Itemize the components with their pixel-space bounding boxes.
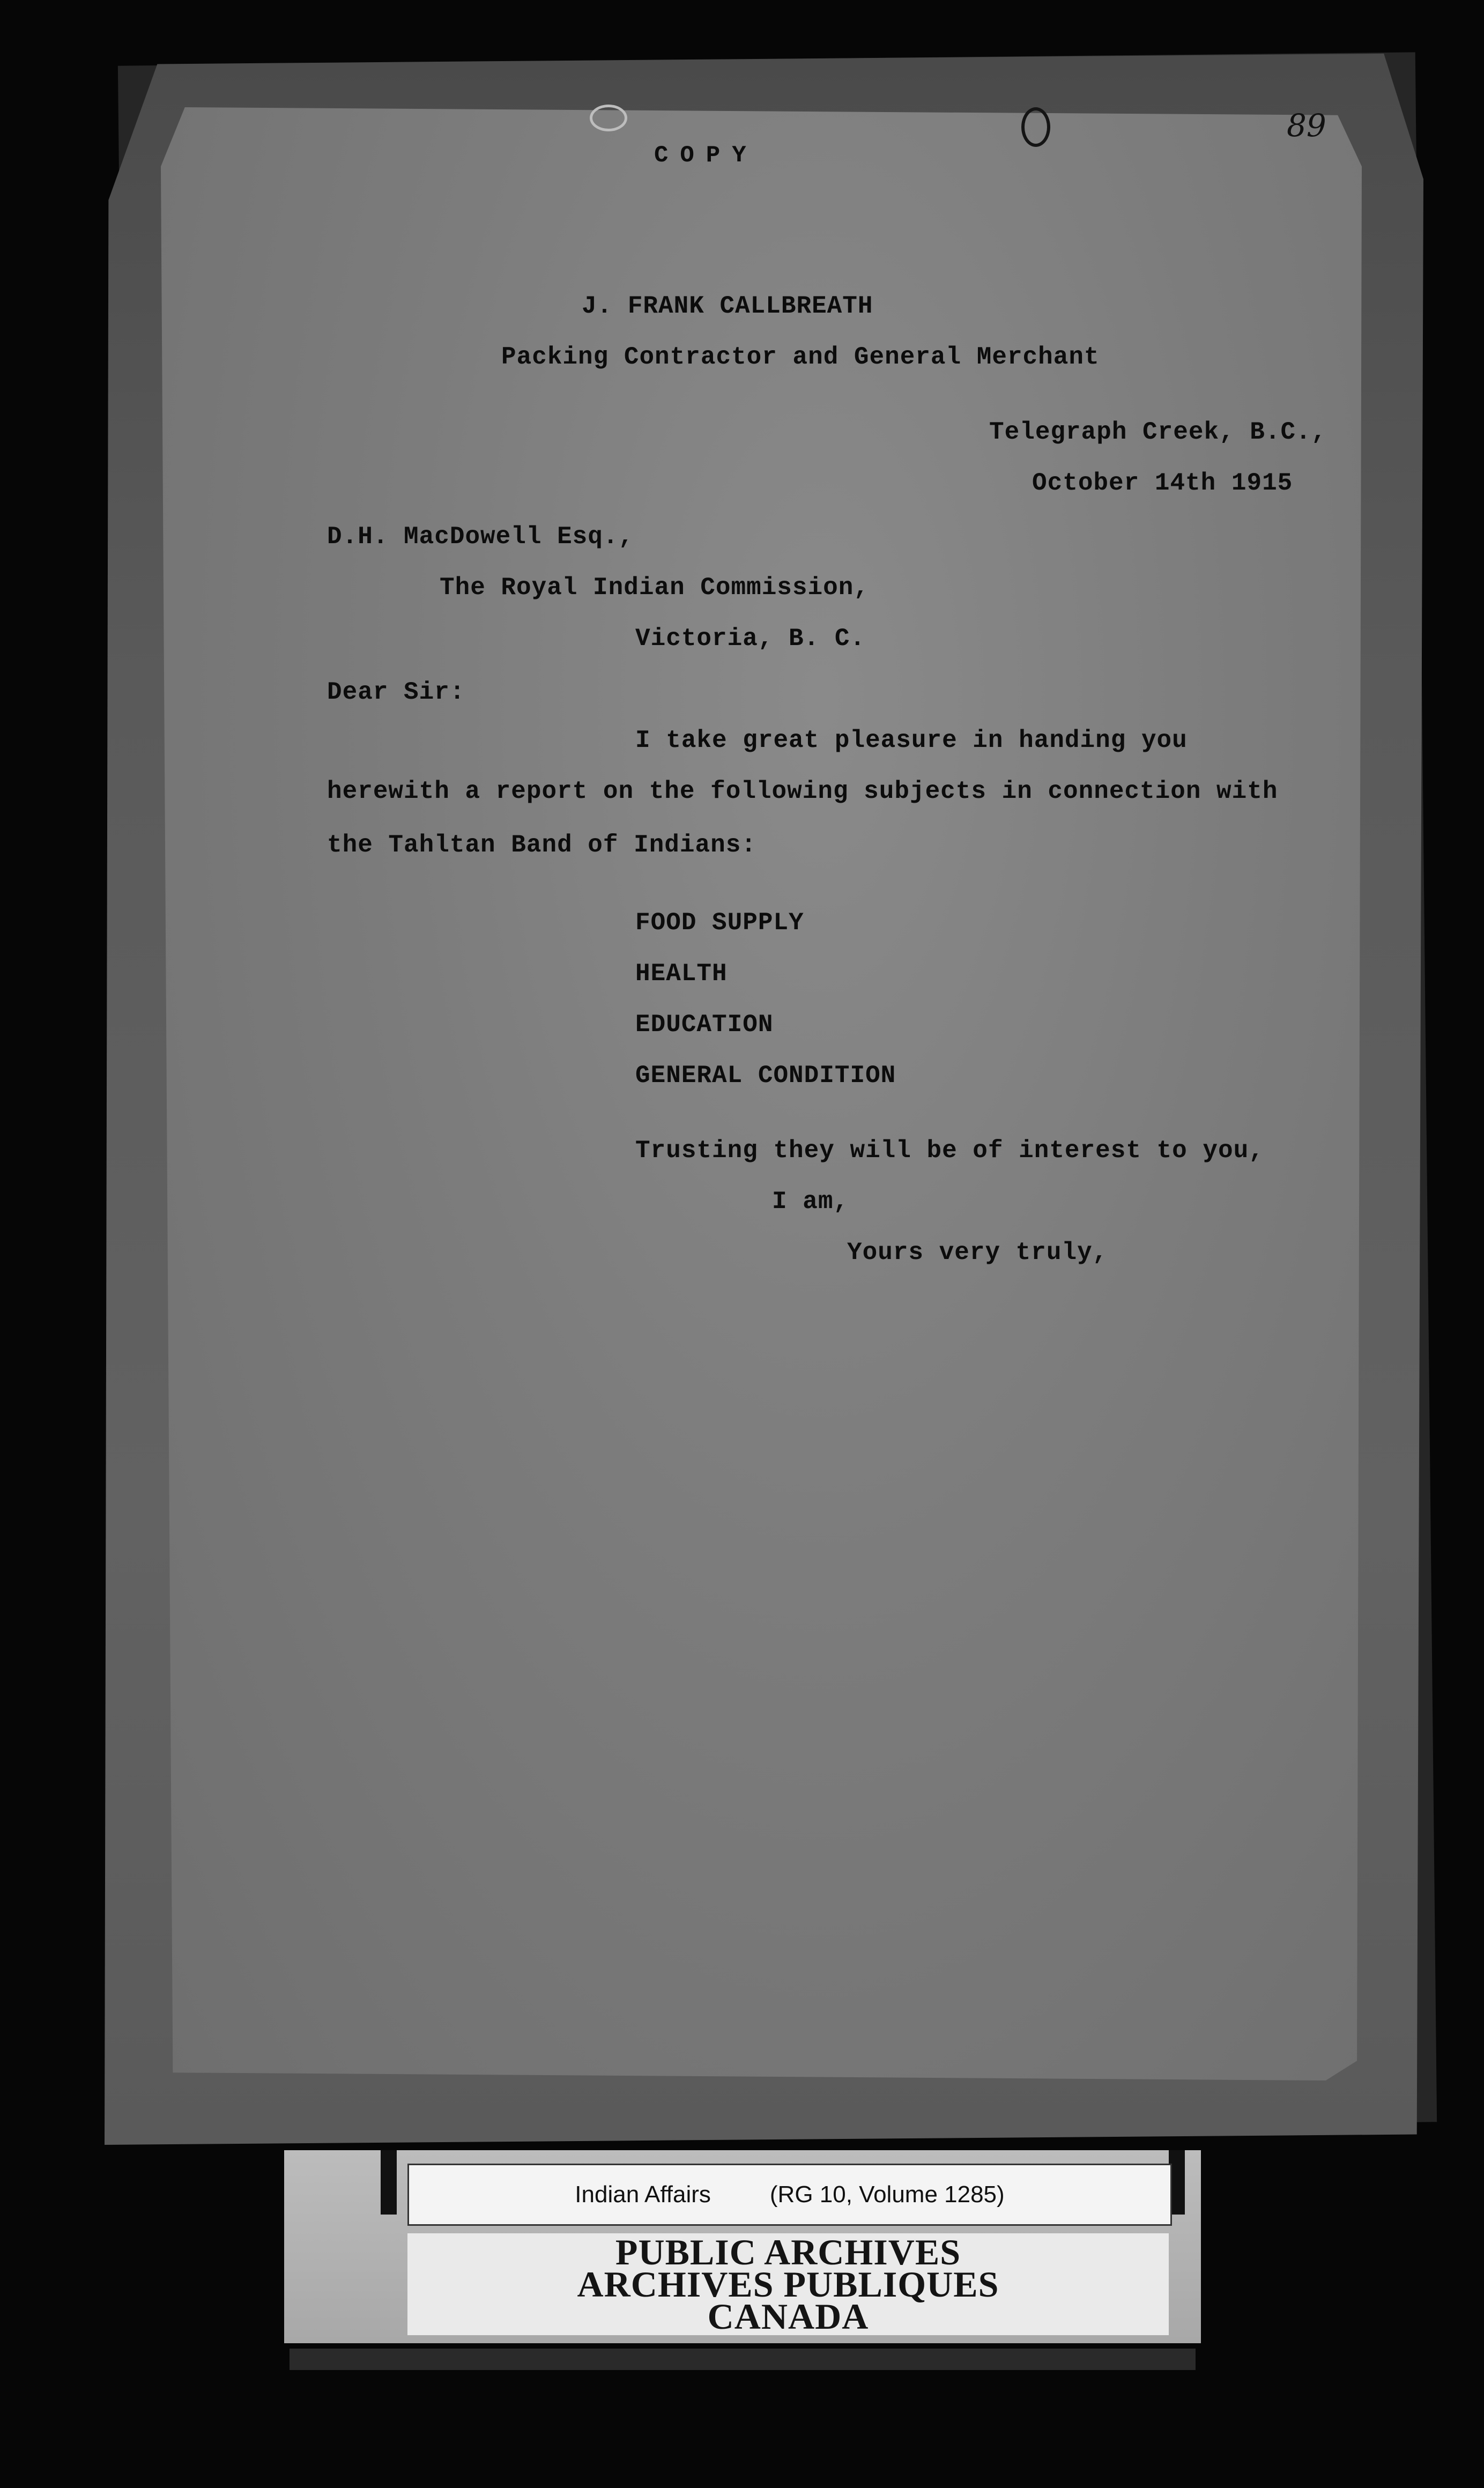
salutation: Dear Sir: <box>327 678 465 706</box>
subject-item: GENERAL CONDITION <box>635 1062 896 1090</box>
closing-line-1: Trusting they will be of interest to you, <box>635 1137 1264 1165</box>
holder-tab <box>381 2150 397 2215</box>
archive-reference-label <box>407 2164 1172 2226</box>
body-line-2: herewith a report on the following subjects in connection with <box>327 778 1278 805</box>
closing-line-3: Yours very truly, <box>847 1239 1108 1267</box>
volume-reference: (RG 10, Volume 1285) <box>769 2181 1005 2208</box>
body-line-3: the Tahltan Band of Indians: <box>327 831 756 859</box>
closing-line-2: I am, <box>772 1188 849 1216</box>
subject-item: HEALTH <box>635 960 728 988</box>
letter-place: Telegraph Creek, B.C., <box>989 418 1327 446</box>
archive-stamp-label <box>407 2233 1169 2335</box>
copy-stamp: COPY <box>654 142 758 169</box>
subject-item: EDUCATION <box>635 1011 774 1039</box>
subject-item: FOOD SUPPLY <box>635 909 804 937</box>
folio-number: 89 <box>1287 107 1326 144</box>
letterhead-business: Packing Contractor and General Merchant <box>501 343 1100 371</box>
letterhead-name: J. FRANK CALLBREATH <box>582 292 873 320</box>
punch-hole-mark <box>590 105 627 131</box>
letter-date: October 14th 1915 <box>1032 469 1293 497</box>
recipient-org: The Royal Indian Commission, <box>440 574 869 602</box>
letter-sheet <box>161 107 1362 2080</box>
circle-mark <box>1021 107 1050 147</box>
fonds-name: Indian Affairs <box>575 2181 711 2208</box>
label-bottom-strip <box>290 2349 1196 2370</box>
recipient-city: Victoria, B. C. <box>635 625 866 653</box>
archive-line-1: PUBLIC ARCHIVES <box>615 2232 961 2272</box>
archive-line-3: CANADA <box>707 2296 869 2337</box>
recipient-name: D.H. MacDowell Esq., <box>327 523 634 551</box>
archive-line-2: ARCHIVES PUBLIQUES <box>577 2264 999 2305</box>
body-line-1: I take great pleasure in handing you <box>635 727 1188 754</box>
